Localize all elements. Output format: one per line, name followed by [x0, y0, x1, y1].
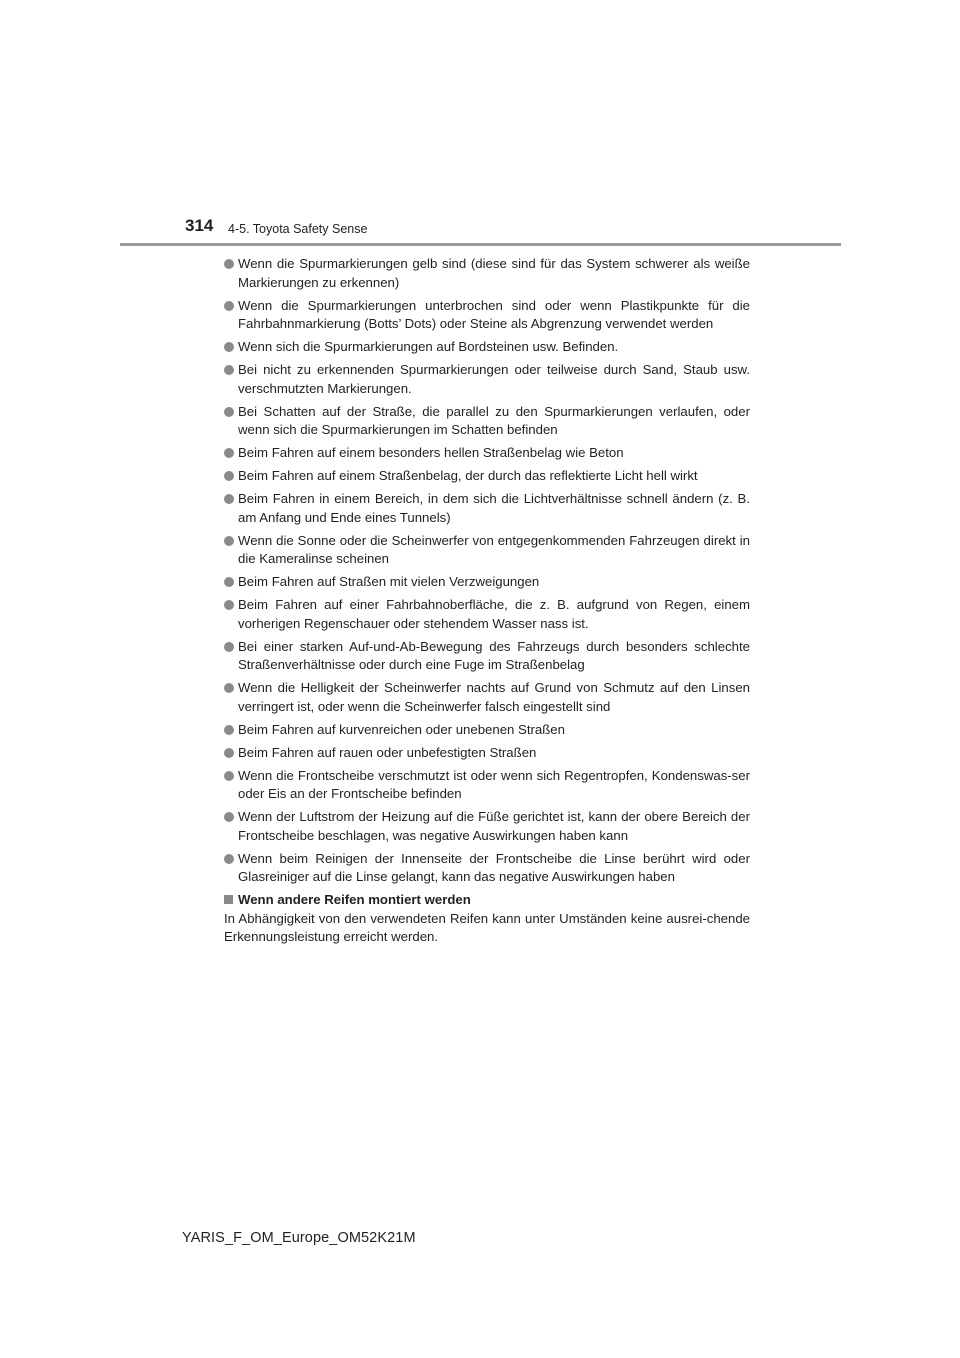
list-item-text: Beim Fahren auf kurvenreichen oder unebenen Straßen [238, 721, 565, 737]
page-content [224, 255, 750, 947]
list-item-text: Wenn die Sonne oder die Scheinwerfer von entgegenkommenden Fahrzeugen direkt in die Kameralinse scheinen [238, 532, 750, 566]
list-item [224, 403, 750, 440]
list-item [224, 744, 750, 763]
list-item-text: Beim Fahren in einem Bereich, in dem sich die Lichtverhältnisse schnell ändern (z. B. am Anfang und Ende eines Tunnels) [238, 491, 750, 525]
list-item-text: Bei Schatten auf der Straße, die parallel zu den Spurmarkierungen verlaufen, oder wenn sich die Spurmarkierungen im Schatten befinden [238, 403, 750, 437]
list-item [224, 532, 750, 569]
list-item-text: Beim Fahren auf einer Fahrbahnoberfläche, die z. B. aufgrund von Regen, einem vorherigen Regenschauer oder stehendem Wasser nass ist. [238, 597, 750, 631]
square-bullet-icon [224, 895, 233, 904]
bullet-circle-icon [224, 494, 234, 504]
footer-document-code: YARIS_F_OM_Europe_OM52K21M [182, 1230, 416, 1246]
bullet-circle-icon [224, 407, 234, 417]
page-number: 314 [185, 216, 214, 235]
list-item-text: Wenn beim Reinigen der Innenseite der Frontscheibe die Linse berührt wird oder Glasreiniger auf die Linse gelangt, kann das negative Auswirkungen haben [238, 850, 750, 884]
bullet-circle-icon [224, 365, 234, 375]
list-item [224, 444, 750, 463]
bullet-circle-icon [224, 683, 234, 693]
list-item-text: Bei einer starken Auf-und-Ab-Bewegung des Fahrzeugs durch besonders schlechte Straßenverhältnisse oder durch eine Fuge im Straßenbelag [238, 638, 750, 672]
list-item-text: Wenn der Luftstrom der Heizung auf die Füße gerichtet ist, kann der obere Bereich der Frontscheibe beschlagen, was negative Auswirkungen haben kann [238, 809, 750, 843]
list-item [224, 850, 750, 887]
list-item [224, 573, 750, 592]
list-item [224, 596, 750, 633]
list-item-text: Beim Fahren auf einem besonders hellen Straßenbelag wie Beton [238, 445, 624, 460]
bullet-circle-icon [224, 536, 234, 546]
list-item-text: Wenn die Helligkeit der Scheinwerfer nachts auf Grund von Schmutz auf den Linsen verringert ist, oder wenn die Scheinwerfer falsch eingestellt sind [238, 680, 750, 714]
list-item-text: Wenn die Spurmarkierungen gelb sind (diese sind für das System schwerer als weiße Markierungen zu erkennen) [238, 256, 750, 290]
bullet-circle-icon [224, 771, 234, 781]
bullet-circle-icon [224, 577, 234, 587]
list-item [224, 721, 750, 740]
list-item-text: Wenn sich die Spurmarkierungen auf Bordsteinen usw. Befinden. [238, 339, 619, 354]
list-item [224, 679, 750, 716]
bullet-circle-icon [224, 748, 234, 758]
header-rule [120, 243, 841, 246]
list-item-text: Beim Fahren auf Straßen mit vielen Verzweigungen [238, 574, 540, 589]
section-title: 4-5. Toyota Safety Sense [228, 222, 368, 236]
list-item-text: Beim Fahren auf rauen oder unbefestigten Straßen [238, 744, 537, 760]
list-item [224, 638, 750, 675]
subsection-heading [224, 891, 750, 910]
list-item [224, 767, 750, 804]
list-item-text: Wenn die Spurmarkierungen unterbrochen sind oder wenn Plastikpunkte für die Fahrbahnmarkierung (Botts’ Dots) oder Steine als Abgrenzung verwendet werden [238, 297, 750, 331]
bullet-circle-icon [224, 642, 234, 652]
bullet-circle-icon [224, 600, 234, 610]
list-item [224, 338, 750, 357]
tire-subsection [224, 891, 750, 947]
subsection-heading-text: Wenn andere Reifen montiert werden [238, 892, 471, 907]
list-item [224, 361, 750, 398]
bullet-circle-icon [224, 854, 234, 864]
list-item [224, 490, 750, 527]
bullet-circle-icon [224, 725, 234, 735]
list-item [224, 467, 750, 486]
list-item-text: Wenn die Frontscheibe verschmutzt ist oder wenn sich Regentropfen, Kondenswas-ser oder Eis an der Frontscheibe befinden [238, 767, 750, 801]
condition-list [224, 255, 750, 887]
bullet-circle-icon [224, 471, 234, 481]
list-item [224, 808, 750, 845]
bullet-circle-icon [224, 259, 234, 269]
bullet-circle-icon [224, 342, 234, 352]
bullet-circle-icon [224, 448, 234, 458]
list-item [224, 255, 750, 292]
subsection-body: In Abhängigkeit von den verwendeten Reifen kann unter Umständen keine ausrei-chende Erkennungsleistung erreicht werden. [224, 910, 750, 944]
list-item-text: Bei nicht zu erkennenden Spurmarkierungen oder teilweise durch Sand, Staub usw. verschmutzten Markierungen. [238, 362, 750, 396]
list-item-text: Beim Fahren auf einem Straßenbelag, der durch das reflektierte Licht hell wirkt [238, 468, 698, 483]
bullet-circle-icon [224, 812, 234, 822]
list-item [224, 297, 750, 334]
bullet-circle-icon [224, 301, 234, 311]
